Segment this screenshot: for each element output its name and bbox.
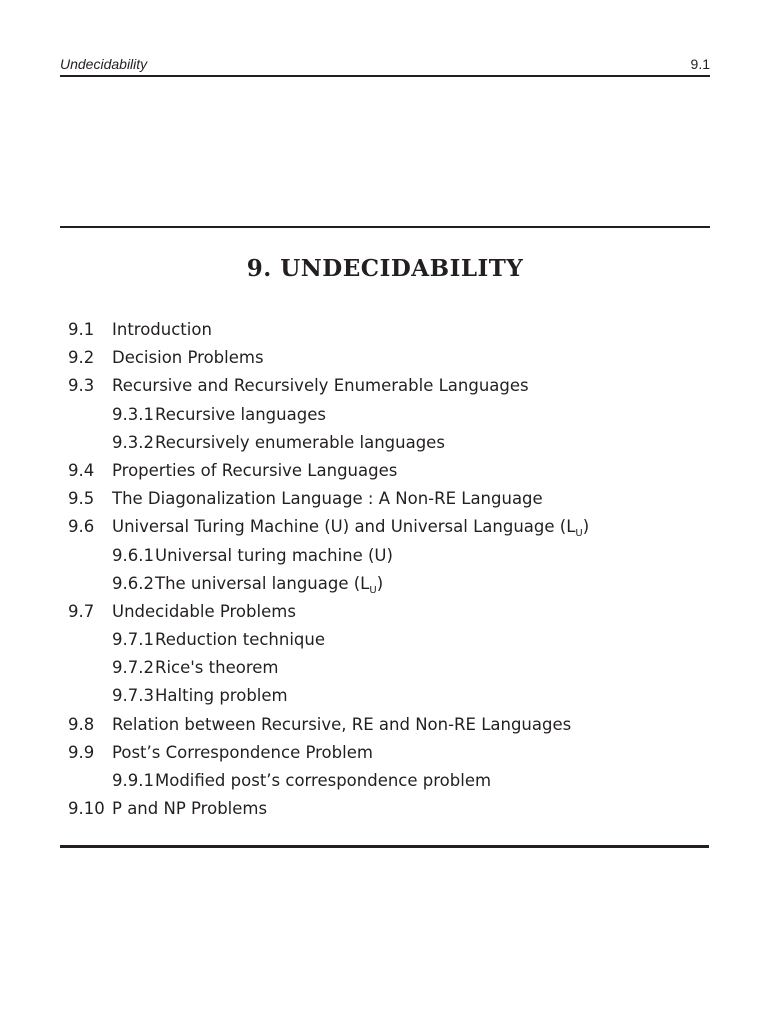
toc-entry (68, 713, 708, 741)
toc-entry (68, 797, 708, 825)
toc-number: 9.9.1 (112, 771, 154, 790)
toc-number: 9.10 (68, 799, 105, 819)
toc-entry (68, 600, 708, 628)
toc-subentry (68, 403, 708, 431)
running-head-title: Undecidability (60, 56, 148, 72)
toc-subentry (68, 544, 708, 572)
running-head (60, 55, 710, 75)
header-rule (60, 75, 710, 77)
toc-label-with-subscript (112, 515, 589, 542)
toc-number: 9.7.2 (112, 658, 154, 678)
toc-number: 9.1 (68, 320, 95, 339)
toc-label: Universal turing machine (U) (155, 545, 393, 565)
toc-label: Recursive and Recursively Enumerable Languages (112, 376, 529, 396)
toc-entry (68, 318, 708, 346)
subscript: U (575, 528, 583, 540)
toc-number: 9.8 (68, 714, 95, 734)
toc-number: 9.7 (68, 601, 95, 621)
toc-entry (68, 741, 708, 769)
page-number: 9.1 (690, 56, 710, 72)
toc-entry (68, 487, 708, 515)
toc-number: 9.7.3 (112, 686, 154, 706)
table-of-contents (68, 318, 708, 825)
toc-label: The Diagonalization Language : A Non-RE Language (112, 489, 543, 509)
toc-label: Relation between Recursive, RE and Non-RE Languages (112, 714, 572, 734)
toc-number: 9.6 (68, 517, 95, 537)
chapter-bottom-rule (60, 845, 709, 848)
toc-subentry (68, 431, 708, 459)
toc-entry (68, 459, 708, 487)
subscript: U (369, 584, 377, 596)
toc-label: Recursive languages (155, 404, 326, 424)
toc-label-with-subscript (155, 572, 383, 599)
toc-subentry (68, 684, 708, 712)
toc-label: Post’s Correspondence Problem (112, 742, 373, 762)
toc-number: 9.3.1 (112, 404, 154, 424)
toc-entry (68, 515, 708, 543)
toc-label: Undecidable Problems (112, 601, 296, 621)
toc-number: 9.5 (68, 489, 95, 509)
closing-paren: ) (582, 517, 590, 537)
chapter-top-rule (60, 226, 710, 228)
toc-entry (68, 346, 708, 374)
toc-subentry (68, 572, 708, 600)
closing-paren: ) (376, 573, 384, 593)
chapter-title: 9. UNDECIDABILITY (246, 255, 524, 282)
toc-subentry (68, 769, 708, 797)
toc-number: 9.6.1 (112, 545, 154, 565)
toc-number: 9.7.1 (112, 630, 154, 650)
toc-label: Decision Problems (112, 348, 264, 368)
toc-label: Properties of Recursive Languages (112, 460, 398, 480)
toc-label: P and NP Problems (112, 799, 268, 819)
toc-entry (68, 374, 708, 402)
toc-number: 9.9 (68, 742, 95, 762)
toc-number: 9.2 (68, 348, 95, 368)
toc-label: The universal language (L (155, 573, 370, 593)
toc-label: Rice's theorem (155, 658, 279, 678)
toc-subentry (68, 656, 708, 684)
toc-number: 9.6.2 (112, 573, 154, 593)
toc-number: 9.4 (68, 460, 95, 480)
toc-subentry (68, 628, 708, 656)
toc-number: 9.3.2 (112, 432, 154, 452)
toc-number: 9.3 (68, 376, 95, 396)
toc-label: Halting problem (155, 686, 288, 706)
toc-label: Recursively enumerable languages (155, 432, 445, 452)
toc-label: Universal Turing Machine (U) and Universal Language (L (112, 517, 576, 537)
toc-label: Reduction technique (155, 630, 326, 650)
toc-label: Introduction (112, 320, 212, 339)
toc-label: Modified post’s correspondence problem (155, 771, 492, 790)
